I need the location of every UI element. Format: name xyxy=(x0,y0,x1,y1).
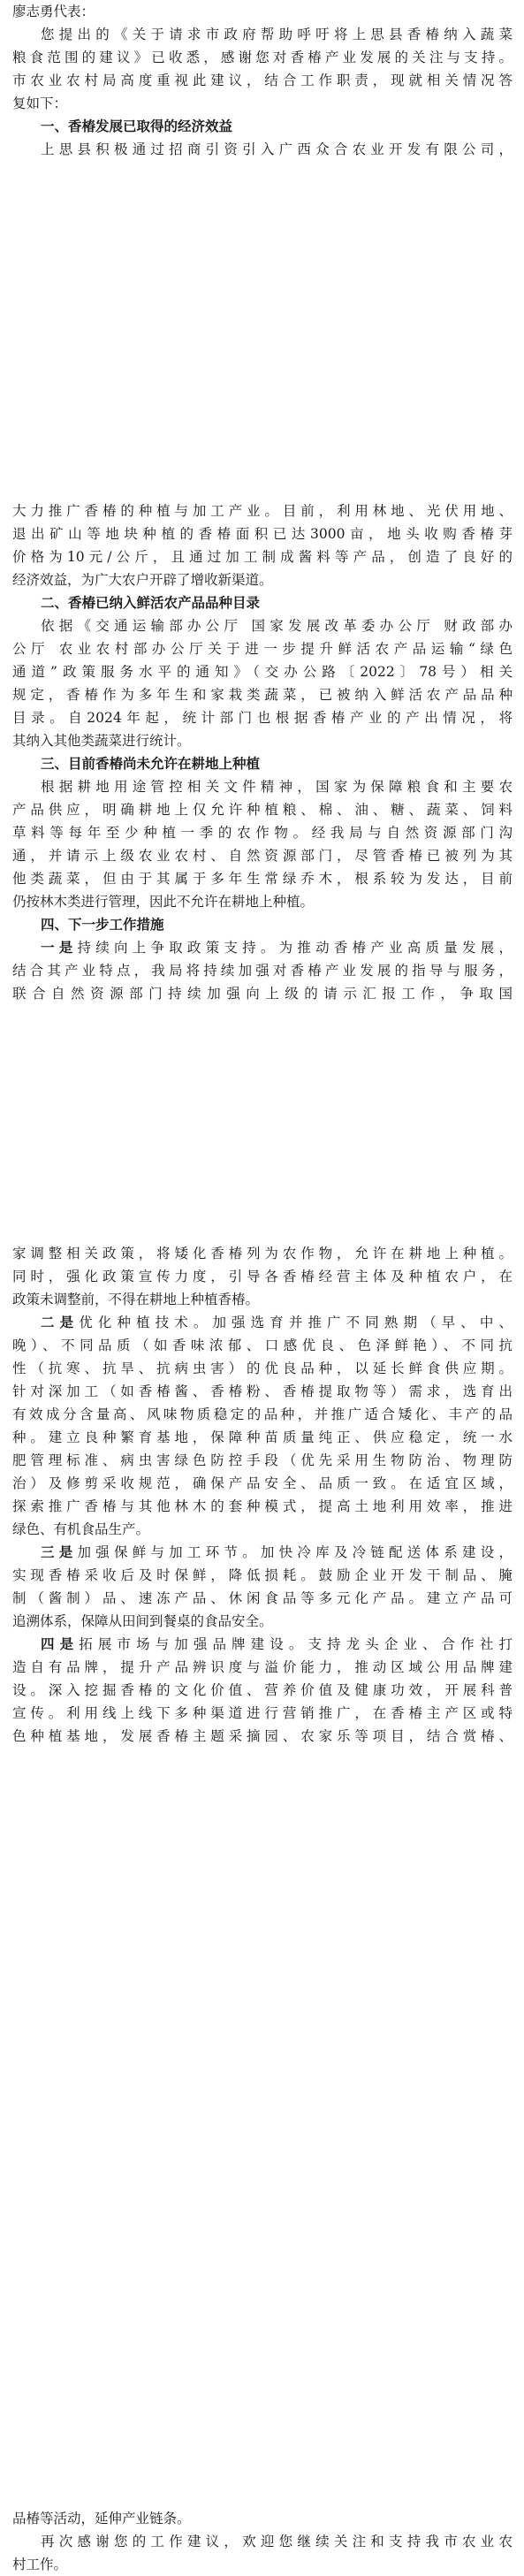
line-text: 通，并请示上级农业农村、自然资源部门，尽管香椿已被列为其 xyxy=(12,848,513,864)
text-line xyxy=(12,23,513,46)
section-heading xyxy=(12,115,513,138)
text-line xyxy=(12,660,513,683)
line-text: 同时，强化政策宣传力度，引导各香椿经营主体及种植农户，在 xyxy=(12,1269,513,1284)
text-line xyxy=(12,499,513,522)
line-text: 家调整相关政策，将矮化香椿列为农作物，允许在耕地上种植。 xyxy=(12,1246,513,1261)
line-text: 三、目前香椿尚未允许在耕地上种植 xyxy=(41,755,261,772)
line-text: 复如下： xyxy=(12,95,68,111)
text-line xyxy=(12,1288,513,1311)
line-text: 优化种植技术。加强选育并推广不同熟期（早、中、 xyxy=(79,1315,513,1330)
section-heading xyxy=(12,752,513,775)
line-text: 色种植基地，发展香椿主题采摘园、农家乐等项目，结合赏椿、 xyxy=(12,1728,513,1744)
bold-lead: 四是 xyxy=(41,1635,80,1652)
text-line xyxy=(12,821,513,844)
line-text: 价格为10元/公斤，且通过加工制成酱料等产品，创造了良好的 xyxy=(12,549,513,565)
line-text: 根据耕地用途管控相关文件精神，国家为保障粮食和主要农 xyxy=(41,779,513,795)
text-line xyxy=(12,959,513,982)
line-text: 有效成分含量高、风味物质稳定的品种，并推广适合矮化、丰产的品 xyxy=(12,1406,513,1422)
line-text: 晚）、不同品质（如香味浓郁、口感优良、色泽鲜艳）、不同抗 xyxy=(12,1338,513,1353)
text-line xyxy=(12,867,513,890)
line-text: 其纳入其他类蔬菜进行统计。 xyxy=(12,733,191,749)
line-text: 政策未调整前，不得在耕地上种植香椿。 xyxy=(12,1292,260,1307)
bold-lead: 二是 xyxy=(41,1314,80,1330)
line-text: 品椿等活动，延伸产业链条。 xyxy=(12,2511,191,2526)
text-line xyxy=(12,0,513,23)
text-line xyxy=(12,1242,513,1265)
line-text: 肥管理标准、病虫害绿色防控手段（优先采用生物防治、物理防 xyxy=(12,1452,513,1468)
line-text: 规定，香椿作为多年生和家栽类蔬菜，已被纳入鲜活农产品品种 xyxy=(12,687,513,703)
line-text: 产品供应，明确耕地上仅允许种植粮、棉、油、糖、蔬菜、饲料 xyxy=(12,802,513,818)
line-text: 治）及修剪采收规范，确保产品安全、品质一致。在适宜区域， xyxy=(12,1475,513,1491)
text-line xyxy=(12,138,513,161)
page-2-text xyxy=(12,499,513,1005)
text-line xyxy=(12,69,513,92)
line-text: 针对深加工（如香椿酱、香椿粉、香椿提取物等）需求，选育出 xyxy=(12,1383,513,1399)
line-text: 他类蔬菜，但由于其属于多年生常绿乔木，根系较为发达，目前 xyxy=(12,871,513,887)
text-line xyxy=(12,844,513,867)
line-text: 实现香椿采收后及时保鲜，降低损耗。鼓励企业开发干制品、腌 xyxy=(12,1567,513,1583)
line-text: 目录。自2024年起，统计部门也根据香椿产业的产出情况，将 xyxy=(12,710,513,726)
text-line xyxy=(12,545,513,568)
line-text: 四、下一步工作措施 xyxy=(41,916,164,933)
line-text: 退出矿山等地块种植的香椿面积已达3000亩，地头收购香椿芽 xyxy=(12,526,513,542)
bold-lead: 三是 xyxy=(41,1543,78,1560)
line-text: 性（抗寒、抗旱、抗病虫害）的优良品种，以延长鲜食供应期。 xyxy=(12,1360,513,1376)
line-text: 再次感谢您的工作建议，欢迎您继续关注和支持我市农业农 xyxy=(41,2534,513,2549)
text-line xyxy=(12,2553,513,2576)
text-line xyxy=(12,1426,513,1449)
line-text: 通道”政策服务水平的通知》（交办公路〔2022〕78号）相关 xyxy=(12,664,513,680)
line-text: 造自有品牌，提升产品辨识度与溢价能力，推动区域公用品牌建 xyxy=(12,1659,513,1675)
line-text: 草料等每年至少种植一季的农作物。经我局与自然资源部门沟 xyxy=(12,825,513,841)
text-line xyxy=(12,729,513,752)
line-text: 宣传。利用线上线下多种渠道进行营销推广，在香椿主产区或特 xyxy=(12,1705,513,1721)
text-line xyxy=(12,1311,513,1334)
text-line xyxy=(12,1403,513,1426)
line-text: 村工作。 xyxy=(12,2557,68,2572)
line-text: 制（酱制）品、速冻产品、休闲食品等多元化产品。建立产品可 xyxy=(12,1590,513,1606)
text-line xyxy=(12,1725,513,1748)
line-text: 种。建立良种繁育基地，保障种苗质量纯正、供应稳定，统一水 xyxy=(12,1429,513,1445)
text-line xyxy=(12,1334,513,1357)
text-line xyxy=(12,1357,513,1380)
line-text: 一、香椿发展已取得的经济效益 xyxy=(41,118,233,134)
line-text: 大力推广香椿的种植与加工产业。目前，利用林地、光伏用地、 xyxy=(12,503,513,519)
text-line xyxy=(12,890,513,913)
line-text: 经济效益，为广大农户开辟了增收新渠道。 xyxy=(12,572,273,588)
line-text: 您提出的《关于请求市政府帮助呼吁将上思县香椿纳入蔬菜 xyxy=(41,27,513,42)
section-heading xyxy=(12,591,513,614)
line-text: 公厅 农业农村部办公厅关于进一步提升鲜活农产品运输“绿色 xyxy=(12,641,513,657)
text-line xyxy=(12,1633,513,1656)
line-text: 市农业农村局高度重视此建议，结合工作职责，现就相关情况答 xyxy=(12,72,513,88)
line-text: 结合其产业特点，我局将持续加强对香椿产业发展的指导与服务， xyxy=(12,963,513,979)
text-line xyxy=(12,614,513,637)
text-line xyxy=(12,46,513,69)
page-4-text xyxy=(12,2507,513,2576)
line-text: 追溯体系，保障从田间到餐桌的食品安全。 xyxy=(12,1613,273,1629)
line-text: 联合自然资源部门持续加强向上级的请示汇报工作，争取国 xyxy=(12,986,513,1002)
text-line xyxy=(12,2507,513,2530)
line-text: 仍按林木类进行管理，因此不允许在耕地上种植。 xyxy=(12,894,315,910)
page-3-text xyxy=(12,1242,513,1748)
text-line xyxy=(12,1380,513,1403)
line-text: 二、香椿已纳入鲜活农产品品种目录 xyxy=(41,594,261,611)
text-line xyxy=(12,1265,513,1288)
line-text: 上思县积极通过招商引资引入广西众合农业开发有限公司， xyxy=(41,141,513,157)
line-text: 粮食范围的建议》已收悉，感谢您对香椿产业发展的关注与支持。 xyxy=(12,50,513,65)
text-line xyxy=(12,798,513,821)
text-line xyxy=(12,2530,513,2553)
text-line xyxy=(12,706,513,729)
line-text: 探索推广香椿与其他林木的套种模式，提高土地利用效率，推进 xyxy=(12,1498,513,1514)
line-text: 设。深入挖掘香椿的文化价值、营养价值及健康功效，开展科普 xyxy=(12,1682,513,1698)
line-text: 持续向上争取政策支持。为推动香椿产业高质量发展， xyxy=(77,940,513,956)
text-line xyxy=(12,936,513,959)
text-line xyxy=(12,1587,513,1610)
line-text: 依据《交通运输部办公厅 国家发展改革委办公厅 财政部办 xyxy=(41,618,513,634)
bold-lead: 一是 xyxy=(41,939,78,956)
text-line xyxy=(12,1610,513,1633)
text-line xyxy=(12,683,513,706)
text-line xyxy=(12,982,513,1005)
text-line xyxy=(12,1495,513,1518)
page-1-text xyxy=(12,0,513,161)
text-line xyxy=(12,1541,513,1564)
line-text: 加强保鲜与加工环节。加快冷库及冷链配送体系建设， xyxy=(77,1544,513,1560)
text-line xyxy=(12,1518,513,1541)
line-text: 拓展市场与加强品牌建设。支持龙头企业、合作社打 xyxy=(79,1636,513,1652)
section-heading xyxy=(12,913,513,936)
text-line xyxy=(12,1656,513,1679)
text-line xyxy=(12,1679,513,1702)
text-line xyxy=(12,1449,513,1472)
text-line xyxy=(12,1564,513,1587)
line-text: 廖志勇代表： xyxy=(12,4,95,19)
text-line xyxy=(12,522,513,545)
text-line xyxy=(12,1472,513,1495)
line-text: 绿色、有机食品生产。 xyxy=(12,1521,150,1537)
text-line xyxy=(12,775,513,798)
text-line xyxy=(12,92,513,115)
text-line xyxy=(12,568,513,591)
text-line xyxy=(12,637,513,660)
text-line xyxy=(12,1702,513,1725)
